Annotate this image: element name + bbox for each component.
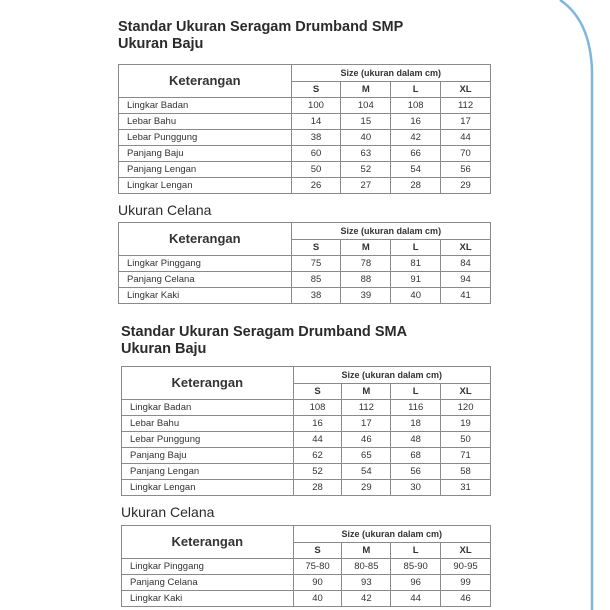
column-group-header-size: Size (ukuran dalam cm) xyxy=(293,526,490,543)
table-cell-value: 28 xyxy=(293,480,342,496)
table-cell-value: 26 xyxy=(291,178,341,194)
table-cell-value: 29 xyxy=(441,178,491,194)
table-cell-value: 108 xyxy=(391,98,441,114)
table-cell-value: 80-85 xyxy=(342,559,391,575)
column-group-header-size: Size (ukuran dalam cm) xyxy=(291,65,490,82)
column-header-size-m: M xyxy=(342,543,391,559)
sma-celana-table xyxy=(121,525,491,607)
table-cell-value: 71 xyxy=(441,448,491,464)
table-cell-value: 90-95 xyxy=(441,559,491,575)
row-label: Lebar Punggung xyxy=(119,130,292,146)
column-header-keterangan: Keterangan xyxy=(122,367,294,400)
sma-celana-heading-wrap xyxy=(121,504,214,520)
column-header-keterangan: Keterangan xyxy=(119,223,292,256)
row-label: Panjang Baju xyxy=(122,448,294,464)
table-cell-value: 54 xyxy=(342,464,391,480)
table-cell-value: 75 xyxy=(291,256,341,272)
row-label: Lingkar Badan xyxy=(119,98,292,114)
table-cell-value: 81 xyxy=(391,256,441,272)
table-row xyxy=(119,146,491,162)
table-cell-value: 42 xyxy=(391,130,441,146)
row-label: Lingkar Pinggang xyxy=(122,559,294,575)
table-cell-value: 40 xyxy=(341,130,391,146)
row-label: Lingkar Lengan xyxy=(122,480,294,496)
table-cell-value: 70 xyxy=(441,146,491,162)
table-cell-value: 85-90 xyxy=(391,559,441,575)
table-row xyxy=(122,559,491,575)
column-header-size-xl: XL xyxy=(441,384,491,400)
table-cell-value: 44 xyxy=(391,591,441,607)
column-header-size-s: S xyxy=(293,543,342,559)
smp-celana-subtitle: Ukuran Celana xyxy=(118,202,212,218)
table-cell-value: 16 xyxy=(391,114,441,130)
table-row xyxy=(119,272,491,288)
table-cell-value: 63 xyxy=(341,146,391,162)
table-row xyxy=(119,288,491,304)
row-label: Lingkar Kaki xyxy=(122,591,294,607)
sma-baju-table xyxy=(121,366,491,496)
table-cell-value: 93 xyxy=(342,575,391,591)
column-header-size-l: L xyxy=(391,82,441,98)
table-cell-value: 30 xyxy=(391,480,441,496)
table-row xyxy=(119,114,491,130)
column-header-size-s: S xyxy=(293,384,342,400)
column-header-size-s: S xyxy=(291,82,341,98)
column-header-size-xl: XL xyxy=(441,240,491,256)
table-cell-value: 94 xyxy=(441,272,491,288)
table-cell-value: 14 xyxy=(291,114,341,130)
table-cell-value: 62 xyxy=(293,448,342,464)
table-cell-value: 44 xyxy=(293,432,342,448)
table-cell-value: 17 xyxy=(342,416,391,432)
table-cell-value: 52 xyxy=(341,162,391,178)
table-cell-value: 41 xyxy=(441,288,491,304)
table-cell-value: 17 xyxy=(441,114,491,130)
column-group-header-size: Size (ukuran dalam cm) xyxy=(293,367,490,384)
table-cell-value: 56 xyxy=(441,162,491,178)
column-header-size-s: S xyxy=(291,240,341,256)
table-row xyxy=(122,416,491,432)
row-label: Panjang Celana xyxy=(122,575,294,591)
table-row xyxy=(122,591,491,607)
smp-baju-table-wrap xyxy=(118,64,491,194)
column-group-header-size: Size (ukuran dalam cm) xyxy=(291,223,490,240)
table-cell-value: 38 xyxy=(291,288,341,304)
row-label: Lebar Punggung xyxy=(122,432,294,448)
sma-baju-subtitle: Ukuran Baju xyxy=(121,341,207,357)
table-row xyxy=(122,480,491,496)
table-cell-value: 42 xyxy=(342,591,391,607)
table-cell-value: 91 xyxy=(391,272,441,288)
table-cell-value: 39 xyxy=(341,288,391,304)
table-cell-value: 120 xyxy=(441,400,491,416)
smp-baju-table xyxy=(118,64,491,194)
smp-baju-subtitle: Ukuran Baju xyxy=(118,36,204,52)
column-header-size-m: M xyxy=(341,240,391,256)
table-row xyxy=(119,178,491,194)
table-cell-value: 99 xyxy=(441,575,491,591)
smp-title: Standar Ukuran Seragam Drumband SMP xyxy=(118,19,404,35)
column-header-size-l: L xyxy=(391,543,441,559)
table-cell-value: 104 xyxy=(341,98,391,114)
table-cell-value: 100 xyxy=(291,98,341,114)
table-cell-value: 116 xyxy=(391,400,441,416)
row-label: Panjang Celana xyxy=(119,272,292,288)
table-cell-value: 66 xyxy=(391,146,441,162)
column-header-size-l: L xyxy=(391,240,441,256)
row-label: Lingkar Pinggang xyxy=(119,256,292,272)
table-cell-value: 68 xyxy=(391,448,441,464)
table-cell-value: 112 xyxy=(441,98,491,114)
table-cell-value: 40 xyxy=(391,288,441,304)
column-header-size-m: M xyxy=(341,82,391,98)
row-label: Lebar Bahu xyxy=(122,416,294,432)
table-cell-value: 29 xyxy=(342,480,391,496)
table-cell-value: 58 xyxy=(441,464,491,480)
table-cell-value: 88 xyxy=(341,272,391,288)
row-label: Lingkar Kaki xyxy=(119,288,292,304)
smp-celana-table-wrap xyxy=(118,222,491,304)
sma-baju-table-wrap xyxy=(121,366,491,496)
column-header-size-m: M xyxy=(342,384,391,400)
sma-section xyxy=(121,324,407,358)
table-cell-value: 46 xyxy=(441,591,491,607)
table-cell-value: 112 xyxy=(342,400,391,416)
table-cell-value: 60 xyxy=(291,146,341,162)
row-label: Panjang Lengan xyxy=(122,464,294,480)
row-label: Lingkar Badan xyxy=(122,400,294,416)
table-cell-value: 31 xyxy=(441,480,491,496)
table-row xyxy=(119,130,491,146)
table-cell-value: 84 xyxy=(441,256,491,272)
table-cell-value: 18 xyxy=(391,416,441,432)
sma-celana-table-wrap xyxy=(121,525,491,607)
row-label: Lebar Bahu xyxy=(119,114,292,130)
column-header-size-xl: XL xyxy=(441,82,491,98)
row-label: Panjang Lengan xyxy=(119,162,292,178)
table-cell-value: 52 xyxy=(293,464,342,480)
table-cell-value: 28 xyxy=(391,178,441,194)
table-row xyxy=(119,98,491,114)
table-row xyxy=(122,464,491,480)
table-cell-value: 90 xyxy=(293,575,342,591)
column-header-keterangan: Keterangan xyxy=(119,65,292,98)
table-cell-value: 85 xyxy=(291,272,341,288)
table-cell-value: 108 xyxy=(293,400,342,416)
table-cell-value: 54 xyxy=(391,162,441,178)
table-cell-value: 40 xyxy=(293,591,342,607)
table-cell-value: 16 xyxy=(293,416,342,432)
table-cell-value: 48 xyxy=(391,432,441,448)
table-row xyxy=(122,432,491,448)
smp-section xyxy=(118,19,403,53)
table-cell-value: 78 xyxy=(341,256,391,272)
table-row xyxy=(122,400,491,416)
table-cell-value: 50 xyxy=(441,432,491,448)
table-row xyxy=(119,256,491,272)
table-row xyxy=(122,575,491,591)
column-header-keterangan: Keterangan xyxy=(122,526,294,559)
table-cell-value: 38 xyxy=(291,130,341,146)
column-header-size-l: L xyxy=(391,384,441,400)
table-cell-value: 56 xyxy=(391,464,441,480)
row-label: Lingkar Lengan xyxy=(119,178,292,194)
table-cell-value: 65 xyxy=(342,448,391,464)
table-cell-value: 19 xyxy=(441,416,491,432)
table-cell-value: 15 xyxy=(341,114,391,130)
table-row xyxy=(119,162,491,178)
table-row xyxy=(122,448,491,464)
sma-celana-subtitle: Ukuran Celana xyxy=(121,504,215,520)
table-cell-value: 75-80 xyxy=(293,559,342,575)
column-header-size-xl: XL xyxy=(441,543,491,559)
smp-celana-heading-wrap xyxy=(118,202,211,218)
table-cell-value: 46 xyxy=(342,432,391,448)
table-cell-value: 50 xyxy=(291,162,341,178)
sma-title: Standar Ukuran Seragam Drumband SMA xyxy=(121,324,408,340)
row-label: Panjang Baju xyxy=(119,146,292,162)
smp-celana-table xyxy=(118,222,491,304)
table-cell-value: 96 xyxy=(391,575,441,591)
table-cell-value: 44 xyxy=(441,130,491,146)
table-cell-value: 27 xyxy=(341,178,391,194)
